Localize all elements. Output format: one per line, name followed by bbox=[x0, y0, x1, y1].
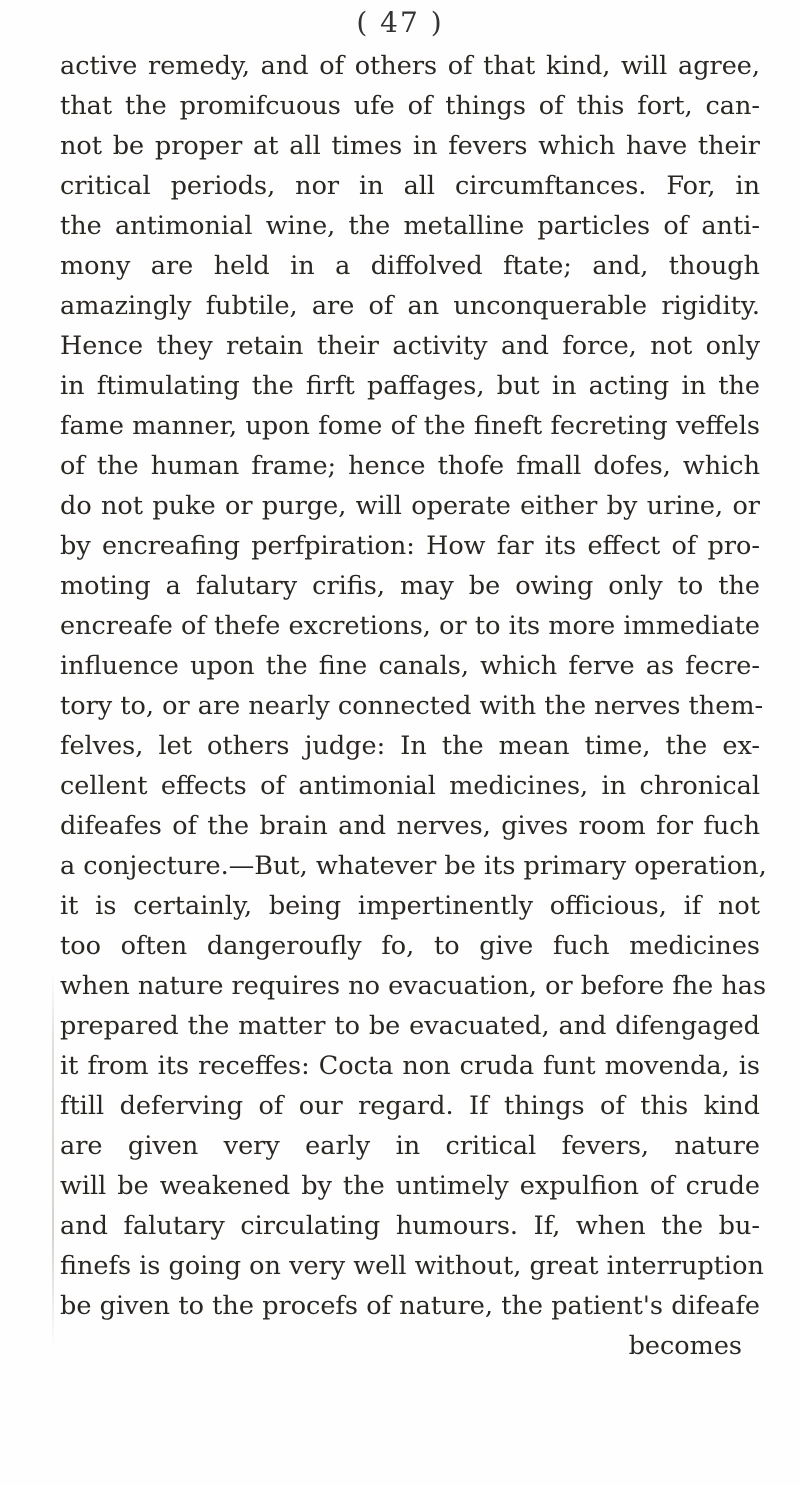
text-line: tory to, or are nearly connected with the nerves them- bbox=[60, 691, 764, 721]
text-line: of the human frame; hence thofe fmall dofes, which bbox=[60, 451, 760, 481]
text-line: fame manner, upon fome of the fineft fecreting veffels bbox=[60, 411, 760, 441]
text-line: it from its receffes: Cocta non cruda funt movenda, is bbox=[60, 1051, 760, 1081]
text-line: moting a falutary crifis, may be owing only to the bbox=[60, 571, 760, 601]
text-line: influence upon the fine canals, which ferve as fecre- bbox=[60, 651, 760, 681]
text-line: amazingly fubtile, are of an unconquerable rigidity. bbox=[60, 291, 760, 321]
text-line: it is certainly, being impertinently officious, if not bbox=[60, 891, 760, 921]
text-line: too often dangeroufly fo, to give fuch medicines bbox=[60, 931, 760, 961]
text-line: will be weakened by the untimely expulfion of crude bbox=[60, 1171, 760, 1201]
text-line: in ftimulating the firft paffages, but in acting in the bbox=[60, 371, 760, 401]
body-text bbox=[60, 46, 767, 1366]
text-line: are given very early in critical fevers, nature bbox=[60, 1131, 760, 1161]
text-line: not be proper at all times in fevers which have their bbox=[60, 131, 760, 161]
text-line: when nature requires no evacuation, or before fhe has bbox=[60, 971, 767, 1001]
text-line: that the promifcuous ufe of things of this fort, can- bbox=[60, 91, 760, 121]
text-line: mony are held in a diffolved ftate; and, though bbox=[60, 251, 760, 281]
page-number: ( 47 ) bbox=[356, 6, 444, 39]
text-line: finefs is going on very well without, great interruption bbox=[60, 1251, 764, 1281]
text-line: cellent effects of antimonial medicines, in chronical bbox=[60, 771, 760, 801]
text-line: ftill deferving of our regard. If things of this kind bbox=[60, 1091, 760, 1121]
text-line: and falutary circulating humours. If, when the bu- bbox=[60, 1211, 760, 1241]
text-line: encreafe of thefe excretions, or to its more immediate bbox=[60, 611, 760, 641]
catchword: becomes bbox=[628, 1331, 742, 1361]
text-line: active remedy, and of others of that kind, will agree, bbox=[60, 51, 760, 81]
text-line: a conjecture.—But, whatever be its primary operation, bbox=[60, 851, 767, 881]
text-line: prepared the matter to be evacuated, and difengaged bbox=[60, 1011, 760, 1041]
page-edge-shadow bbox=[52, 970, 54, 1350]
text-line: critical periods, nor in all circumftances. For, in bbox=[60, 171, 760, 201]
text-line: difeafes of the brain and nerves, gives room for fuch bbox=[60, 811, 760, 841]
text-line: Hence they retain their activity and force, not only bbox=[60, 331, 760, 361]
text-line: felves, let others judge: In the mean time, the ex- bbox=[60, 731, 760, 761]
text-line: by encreafing perfpiration: How far its effect of pro- bbox=[60, 531, 760, 561]
text-line: do not puke or purge, will operate either by urine, or bbox=[60, 491, 760, 521]
text-line: be given to the procefs of nature, the patient's difeafe bbox=[60, 1291, 760, 1321]
text-line: the antimonial wine, the metalline particles of anti- bbox=[60, 211, 760, 241]
